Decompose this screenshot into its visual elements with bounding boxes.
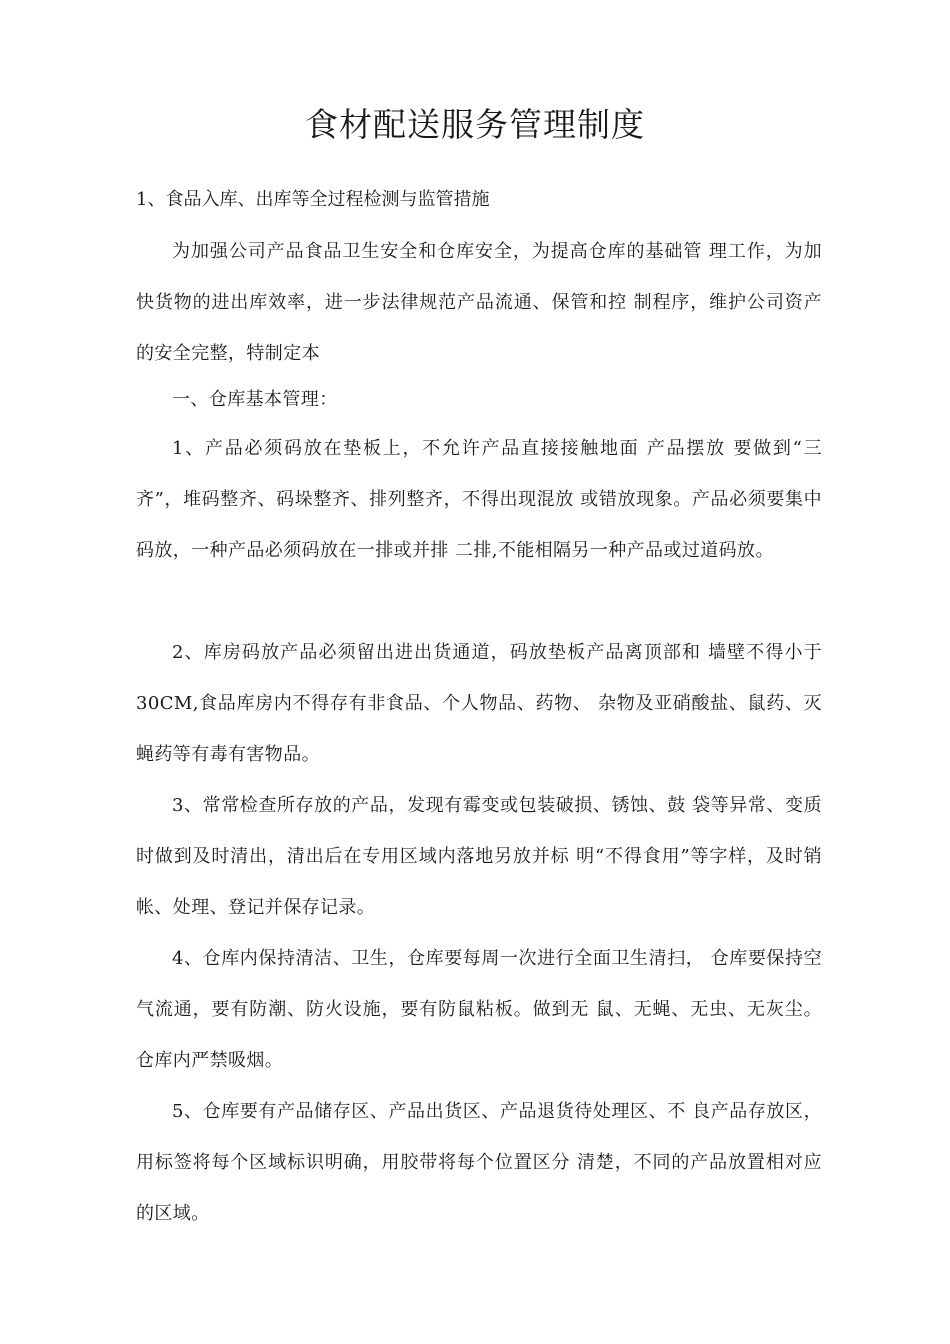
section-heading: 1、食品入库、出库等全过程检测与监管措施 <box>136 189 490 210</box>
rule-item-4: 4、仓库内保持清洁、卫生，仓库要每周一次进行全面卫生清扫， 仓库要保持空气流通，要有防潮、防火设施，要有防鼠粘板。做到无 鼠、无蝇、无虫、无灰尘。仓库内严禁吸烟。 <box>136 948 822 1071</box>
rule-item-3: 3、常常检查所存放的产品，发现有霉变或包装破损、锈蚀、鼓 袋等异常、变质时做到及时清出，清出后在专用区域内落地另放并标 明“不得食用”等字样，及时销帐、处理、登记并保存记录。 <box>136 795 822 918</box>
rule-item-2: 2、库房码放产品必须留出进出货通道，码放垫板产品离顶部和 墙壁不得小于30CM,食品库房内不得存有非食品、个人物品、药物、 杂物及亚硝酸盐、鼠药、灭蝇药等有毒有害物品。 <box>136 642 822 765</box>
intro-paragraph: 为加强公司产品食品卫生安全和仓库安全，为提高仓库的基础管 理工作，为加快货物的进出库效率，进一步法律规范产品流通、保管和控 制程序，维护公司资产的安全完整，特制定本 <box>136 241 822 364</box>
rule-item-1: 1、产品必须码放在垫板上，不允许产品直接接触地面 产品摆放 要做到“三齐”，堆码整齐、码垛整齐、排列整齐，不得出现混放 或错放现象。产品必须要集中码放，一种产品必须码放在一排或并排 二排,不能相隔另一种产品或过道码放。 <box>136 438 822 561</box>
rule-item-5: 5、仓库要有产品储存区、产品出货区、产品退货待处理区、不 良产品存放区，用标签将每个区域标识明确，用胶带将每个位置区分 清楚，不同的产品放置相对应的区域。 <box>136 1101 822 1224</box>
subheading-warehouse-management: 一、仓库基本管理： <box>172 389 338 410</box>
document-title: 食材配送服务管理制度 <box>305 105 645 144</box>
